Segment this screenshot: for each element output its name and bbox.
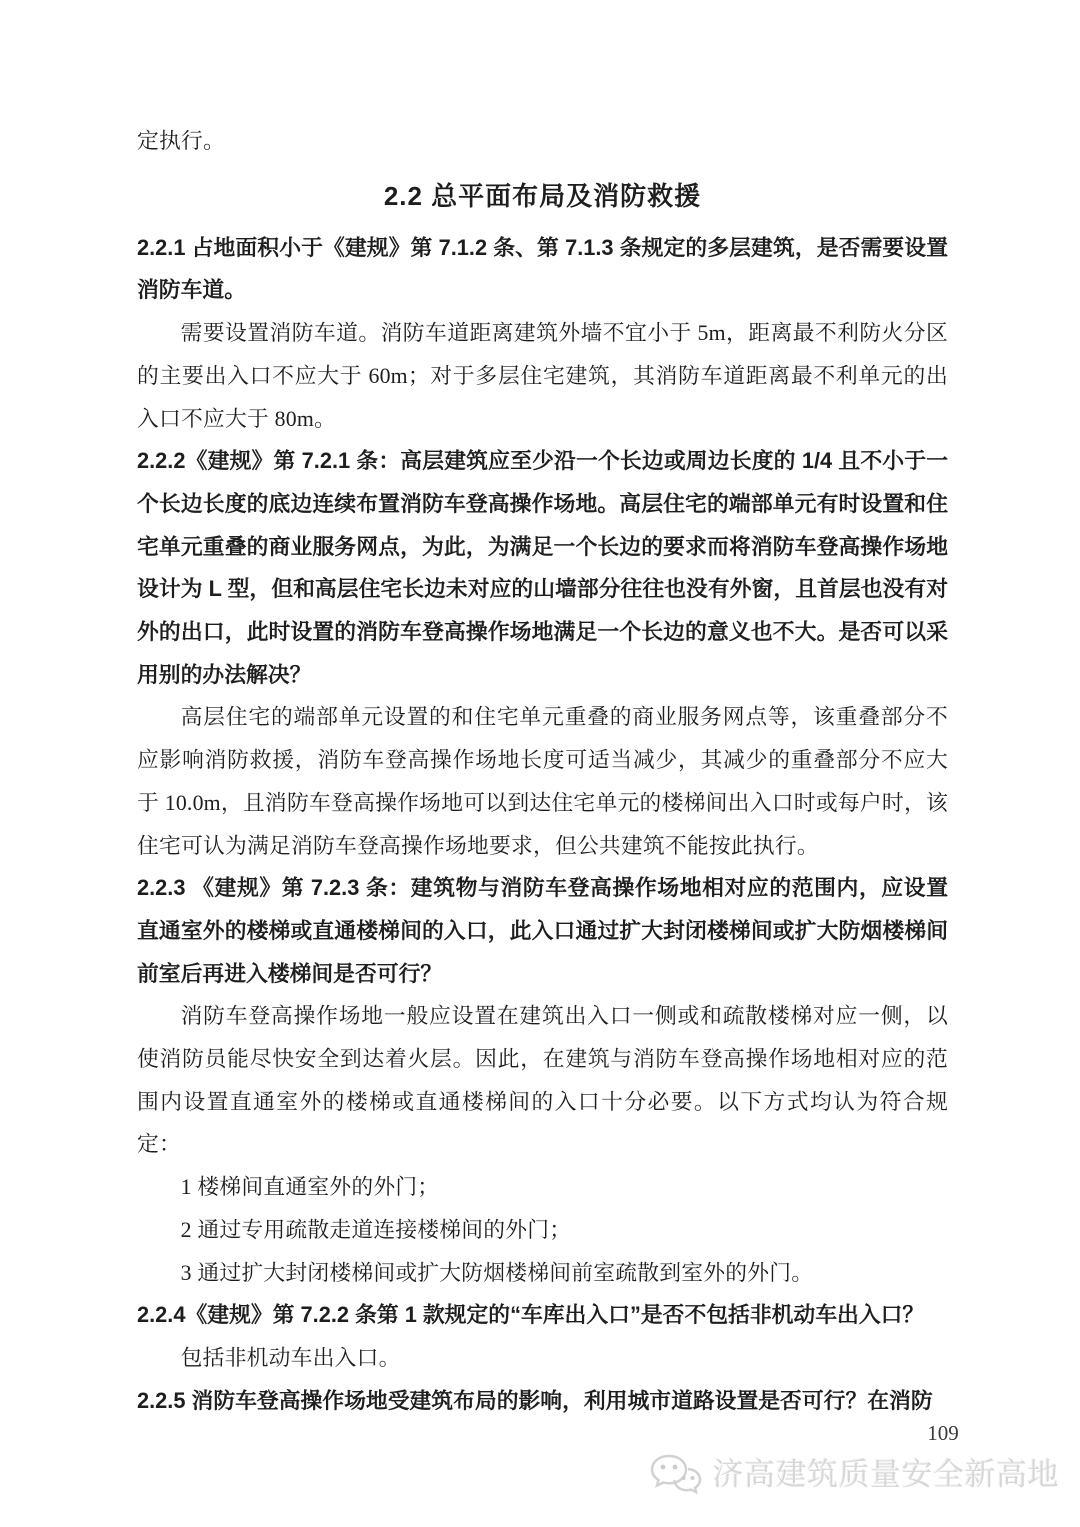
answer-paragraph: 包括非机动车出入口。 <box>180 1345 401 1370</box>
section-heading: 2.2 总平面布局及消防救援 <box>383 180 702 211</box>
answer-paragraph: 高层住宅的端部单元设置的和住宅单元重叠的商业服务网点等，该重叠部分不应影响消防救援，消防车登高操作场地长度可适当减少，其减少的重叠部分不应大于 10.0m，且消防车登高操作场地可以到达住宅单元的楼梯间出入口时或每户时，该住宅可认为满足消防车登高操作场地要求，但公共建筑不能按此执行。 <box>137 705 948 858</box>
answer-paragraph: 1 楼梯间直通室外的外门； <box>180 1175 440 1200</box>
question-paragraph: 2.2.1 占地面积小于《建规》第 7.1.2 条、第 7.1.3 条规定的多层建筑，是否需要设置消防车道。 <box>137 234 948 303</box>
footer-watermark <box>649 1451 1060 1499</box>
question-paragraph: 2.2.4《建规》第 7.2.2 条第 1 款规定的“车库出入口”是否不包括非机动车出入口？ <box>137 1302 925 1328</box>
question-paragraph: 2.2.2《建规》第 7.2.1 条：高层建筑应至少沿一个长边或周边长度的 1/4 且不小于一个长边长度的底边连续布置消防车登高操作场地。高层住宅的端部单元有时设置和住宅单元重叠的商业服务网点，为此，为满足一个长边的要求而将消防车登高操作场地设计为 L 型，但和高层住宅长边未对应的山墙部分往往也没有外窗，且首层也没有对外的出口，此时设置的消防车登高操作场地满足一个长边的意义也不大。是否可以采用别的办法解决？ <box>137 448 948 687</box>
answer-paragraph: 3 通过扩大封闭楼梯间或扩大防烟楼梯间前室疏散到室外的外门。 <box>180 1260 814 1285</box>
document-content <box>137 120 948 1422</box>
intro-line: 定执行。 <box>137 129 225 153</box>
answer-paragraph: 需要设置消防车道。消防车道距离建筑外墙不宜小于 5m，距离最不利防火分区的主要出入口不应大于 60m；对于多层住宅建筑，其消防车道距离最不利单元的出入口不应大于 80m。 <box>137 321 948 431</box>
page-number: 109 <box>927 1421 959 1445</box>
question-paragraph: 2.2.5 消防车登高操作场地受建筑布局的影响，利用城市道路设置是否可行？在消防 <box>137 1387 933 1413</box>
answer-paragraph: 2 通过专用疏散走道连接楼梯间的外门； <box>180 1217 572 1242</box>
answer-paragraph: 消防车登高操作场地一般应设置在建筑出入口一侧或和疏散楼梯对应一侧，以使消防员能尽快安全到达着火层。因此，在建筑与消防车登高操作场地相对应的范围内设置直通室外的楼梯或直通楼梯间的入口十分必要。以下方式均认为符合规定： <box>137 1004 948 1157</box>
watermark-text: 济高建筑质量安全新高地 <box>712 1457 1059 1492</box>
question-paragraph: 2.2.3 《建规》第 7.2.3 条：建筑物与消防车登高操作场地相对应的范围内，应设置直通室外的楼梯或直通楼梯间的入口，此入口通过扩大封闭楼梯间或扩大防烟楼梯间前室后再进入楼梯间是否可行？ <box>137 875 948 986</box>
wechat-icon <box>649 1453 703 1497</box>
